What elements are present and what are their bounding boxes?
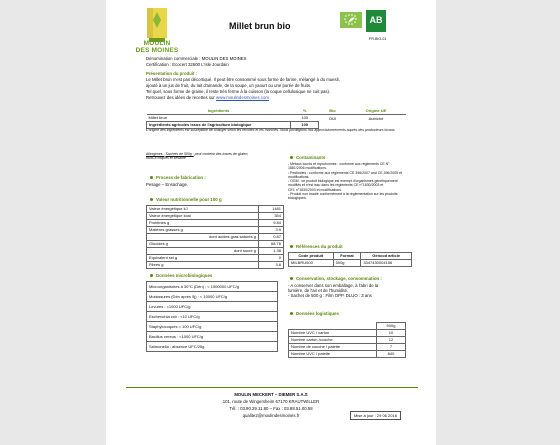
logistics-label: Nombre UVC / carton xyxy=(289,330,377,337)
origin-header: Origine UE xyxy=(346,108,406,115)
footer-email[interactable]: qualite2@moulindesmoines.fr xyxy=(242,413,300,418)
micro-heading-text: Données microbiologiques xyxy=(156,273,213,278)
bullet-icon xyxy=(150,176,153,179)
ingredient-name: Millet brun xyxy=(148,115,167,121)
certification: Certification : Ecocert 32600 L'Isle Jourdain xyxy=(146,62,229,67)
bullet-icon xyxy=(150,274,153,277)
recipes-text: Retrouvez des idées de recettes sur xyxy=(146,95,215,100)
brand-line-2: DES MOINES xyxy=(135,47,179,54)
percent-header: % xyxy=(291,108,319,115)
ingredients-total-label: Ingrédients agricoles issus de l'agriculture biologique xyxy=(147,122,291,129)
product-code: MILBRU500 xyxy=(289,260,334,267)
ab-certification-icon xyxy=(366,10,386,32)
nutrition-row xyxy=(147,248,284,255)
contaminants-line: - Pesticides : conforme aux règlements CE 396/2007 and CE 396/2005 et xyxy=(288,170,403,175)
ingredients-note: L'origine des ingrédients est susceptible de changer selon les récoltes et les marchés. Nous privilégions nos approvisionnements auprès des producteurs locaux. xyxy=(146,128,396,132)
footer-divider xyxy=(126,387,418,388)
contaminants-line: - Produit non irradié conformément à la réglementation sur les produits xyxy=(288,192,398,197)
product-gencod: 3347430004156 xyxy=(361,260,412,267)
micro-row xyxy=(147,282,278,292)
references-heading xyxy=(290,244,343,249)
bullet-icon xyxy=(290,312,293,315)
logistics-value: 10 xyxy=(377,330,406,337)
presentation-line-1: Le Millet brun n'est pas décortiqué. Il peut être consommé sous forme de farine, mélangé à du muesli, xyxy=(146,77,340,82)
contaminants-line: modifications. xyxy=(288,174,310,179)
nutrition-value: 3.8 xyxy=(259,262,284,269)
nutrition-row xyxy=(147,227,284,234)
contaminants-line: 1881/2006 modifications. xyxy=(288,166,327,171)
nutrition-row xyxy=(147,262,284,269)
conservation-heading-text: Conservation, stockage, consommation : xyxy=(296,276,382,281)
micro-row xyxy=(147,302,278,312)
bullet-icon xyxy=(290,245,293,248)
nutrition-label: Equivalent sel g xyxy=(147,255,259,262)
format-header: Format xyxy=(333,253,361,260)
ingredient-row xyxy=(147,115,407,122)
contaminants-text xyxy=(288,162,416,201)
nutrition-label: dont acides gras saturés g xyxy=(147,234,259,241)
logistics-label: Nombre UVC / palette xyxy=(289,351,377,358)
nutrition-heading xyxy=(150,197,222,202)
conservation-line: lumière, de l'air et de l'humidité. xyxy=(288,288,349,294)
micro-row xyxy=(147,312,278,322)
ingredient-origin: Autriche xyxy=(368,115,384,121)
contaminants-line: - OGM : ce produit biologique est exempt d'organismes génétiquement xyxy=(288,179,398,184)
logistics-row xyxy=(289,337,406,344)
nutrition-value: 0 xyxy=(259,255,284,262)
logistics-label: Nombre de couche / palette xyxy=(289,344,377,351)
logistics-col-header: 500g xyxy=(377,323,406,330)
product-sheet xyxy=(106,0,436,445)
bullet-icon xyxy=(290,156,293,159)
micro-value: Salmonella : absence UFC/25g xyxy=(147,342,278,352)
micro-value: Escherichia coli : <10 UFC/g xyxy=(147,312,278,322)
allergens-label: Allergènes : xyxy=(146,152,165,156)
micro-value: Levures : <1000 UFC/g xyxy=(147,302,278,312)
bullet-icon xyxy=(290,277,293,280)
contaminants-line: biologiques. xyxy=(288,196,307,201)
recipes-link[interactable]: www.moulindesmoines.com xyxy=(216,95,270,100)
contaminants-line: CE1 n°1830/2003 et modifications. xyxy=(288,187,342,192)
nutrition-row xyxy=(147,206,284,213)
brand-line-1: MOULIN xyxy=(143,40,171,47)
presentation-heading: Présentation du produit : xyxy=(146,71,198,76)
nutrition-label: Valeur énergétique kJ xyxy=(147,206,259,213)
allergens-format: Sachets de 500g : xyxy=(165,152,194,156)
footer-address: 101, route de Wingersheim 67170 KRAUTWILLER xyxy=(222,399,320,404)
process-text: Pesage – Ensachage. xyxy=(146,182,189,187)
nutrition-value: 3.9 xyxy=(259,227,284,234)
references-table xyxy=(288,252,412,267)
contaminants-heading-text: Contaminants xyxy=(296,155,326,160)
logistics-row xyxy=(289,330,406,337)
logistics-table xyxy=(288,322,406,358)
nutrition-value: 68.76 xyxy=(259,241,284,248)
logistics-label: Nombre carton /couche xyxy=(289,337,377,344)
nutrition-value: 9.84 xyxy=(259,220,284,227)
presentation-line-3: Tel quel, sous forme de graine, il reste très ferme à la cuisson (la coque cellulosique ne cuit pas). xyxy=(146,89,331,94)
svg-text:AB: AB xyxy=(369,15,383,25)
conservation-text xyxy=(288,283,416,299)
presentation-line-4 xyxy=(146,95,269,100)
contaminants-line: - Métaux lourds et mycotoxines : conforme aux règlements CE N° xyxy=(288,162,390,166)
micro-value: Bacillus cereus : <1000 UFC/g xyxy=(147,332,278,342)
conservation-line: - A conserver dans son emballage, à l'abri de la xyxy=(288,283,379,288)
denomination: Dénomination commerciale : MOULIN DES MOINES xyxy=(146,56,247,61)
ingredients-total-value: 100 xyxy=(291,122,319,129)
nutrition-row xyxy=(147,234,284,241)
nutrition-label: Fibres g xyxy=(147,262,259,269)
presentation-line-2: ajouté à un jus de fruit, du lait d'amande, de la soupe, un yaourt ou une purée de fruits. xyxy=(146,83,312,88)
micro-row xyxy=(147,322,278,332)
logistics-heading xyxy=(290,311,339,316)
references-heading-text: Références du produit xyxy=(296,244,343,249)
conservation-line: - Sachet de 500 g : Film OPP. DLUO : 3 ans xyxy=(288,293,372,299)
footer-company: MOULIN MECKERT – DIEMER S.A.S xyxy=(234,392,308,397)
ingredients-header: Ingrédients xyxy=(147,108,291,115)
nutrition-value: 1481 xyxy=(259,206,284,213)
nutrition-row xyxy=(147,241,284,248)
nutrition-row xyxy=(147,220,284,227)
code-header: Code produit xyxy=(289,253,334,260)
nutrition-heading-text: Valeur nutritionnelle pour 100 g xyxy=(156,197,222,202)
logistics-heading-text: Données logistiques xyxy=(296,311,339,316)
brand-name xyxy=(128,40,186,54)
references-header-row xyxy=(289,253,412,260)
logistics-value: 7 xyxy=(377,344,406,351)
logistics-value: 840 xyxy=(377,351,406,358)
footer-phone: Tél. : 03.90.29.11.80 – Fax : 03.88.51.00.58 xyxy=(229,406,313,411)
micro-table xyxy=(146,281,278,352)
bio-header: Bio xyxy=(319,108,346,115)
nutrition-value: 1.38 xyxy=(259,248,284,255)
contaminants-heading xyxy=(290,155,325,160)
nutrition-row xyxy=(147,255,284,262)
logistics-value: 12 xyxy=(377,337,406,344)
allergens-text: peut contenir des traces de gluten, fruits à coques et sésame. xyxy=(146,152,249,161)
micro-row xyxy=(147,332,278,342)
ingredient-percent: 100 xyxy=(301,115,309,121)
update-date-box: Mise à jour : 29 06 2016 xyxy=(350,411,401,420)
nutrition-value: 354 xyxy=(259,213,284,220)
eu-organic-leaf-icon xyxy=(340,12,362,28)
micro-value: Microorganismes à 30°C (Dén) : < 1000000 UFC/g xyxy=(147,282,278,292)
allergens xyxy=(146,152,251,161)
micro-row xyxy=(147,292,278,302)
process-heading xyxy=(150,175,206,180)
ingredients-table xyxy=(146,108,406,129)
nutrition-label: dont sucre g xyxy=(147,248,259,255)
nutrition-value: 0.87 xyxy=(259,234,284,241)
ingredient-bio: OUI xyxy=(328,115,336,121)
micro-value: Staphylocoques < 100 UFC/g xyxy=(147,322,278,332)
product-format: 500g xyxy=(333,260,361,267)
logistics-header-row xyxy=(289,323,406,330)
page-title: Millet brun bio xyxy=(229,21,291,31)
contaminants-line: modifiés et n'est issu dans les règlements CE n°1830/2003 et xyxy=(288,183,384,188)
micro-heading xyxy=(150,273,212,278)
nutrition-row xyxy=(147,213,284,220)
process-heading-text: Process de fabrication : xyxy=(156,175,206,180)
nutrition-label: Glucides g xyxy=(147,241,259,248)
nutrition-label: Protéines g xyxy=(147,220,259,227)
bullet-icon xyxy=(150,198,153,201)
certification-code: FR-BIO-01 xyxy=(369,37,387,41)
micro-value: Moisissures (Dén après 5j) : < 10000 UFC/g xyxy=(147,292,278,302)
nutrition-label: Valeur énergétique kcal xyxy=(147,213,259,220)
conservation-heading xyxy=(290,276,382,281)
logistics-row xyxy=(289,344,406,351)
logistics-row xyxy=(289,351,406,358)
micro-row xyxy=(147,342,278,352)
gencod-header: Gencod article xyxy=(361,253,412,260)
references-row xyxy=(289,260,412,267)
nutrition-label: Matières grasses g xyxy=(147,227,259,234)
nutrition-table xyxy=(146,205,284,269)
